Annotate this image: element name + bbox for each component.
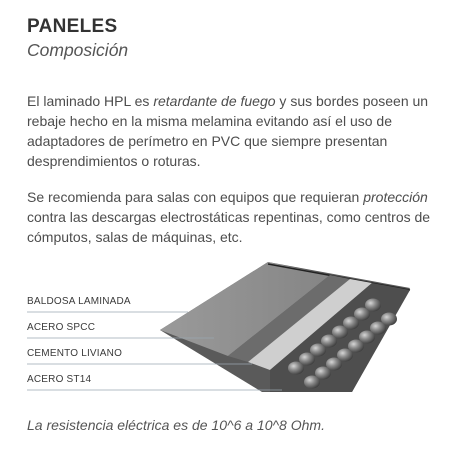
- layer-label-acero-spcc: ACERO SPCC: [27, 322, 96, 333]
- paragraph-2-text-a: Se recomienda para salas con equipos que requieran: [27, 189, 364, 205]
- paragraph-2-text-b: contra las descargas electrostáticas repentinas, como centros de cómputos, salas de máquinas, etc.: [27, 209, 431, 245]
- paragraph-1-text-b: y sus bordes poseen un rebaje hecho en la misma melamina evitando así el uso de adaptadores de perímetro en PVC que siempre presentan desprendimientos o roturas.: [27, 93, 429, 169]
- paragraph-1-text-a: El laminado HPL es: [27, 93, 154, 109]
- description-paragraph-2: [27, 187, 447, 247]
- paragraph-1-emphasis: retardante de fuego: [153, 93, 276, 109]
- steel-bump: [381, 313, 397, 326]
- paragraph-2-emphasis: protección: [363, 189, 428, 205]
- layer-label-acero-st14: ACERO ST14: [27, 374, 92, 385]
- description-paragraph-1: [27, 91, 447, 171]
- page-subtitle: Composición: [27, 40, 129, 60]
- resistance-note: La resistencia eléctrica es de 10^6 a 10^8 Ohm.: [27, 417, 325, 433]
- layer-label-baldosa: BALDOSA LAMINADA: [27, 296, 131, 307]
- page-title: PANELES: [27, 16, 118, 37]
- layer-label-cemento: CEMENTO LIVIANO: [27, 348, 123, 359]
- steel-bump: [365, 299, 381, 312]
